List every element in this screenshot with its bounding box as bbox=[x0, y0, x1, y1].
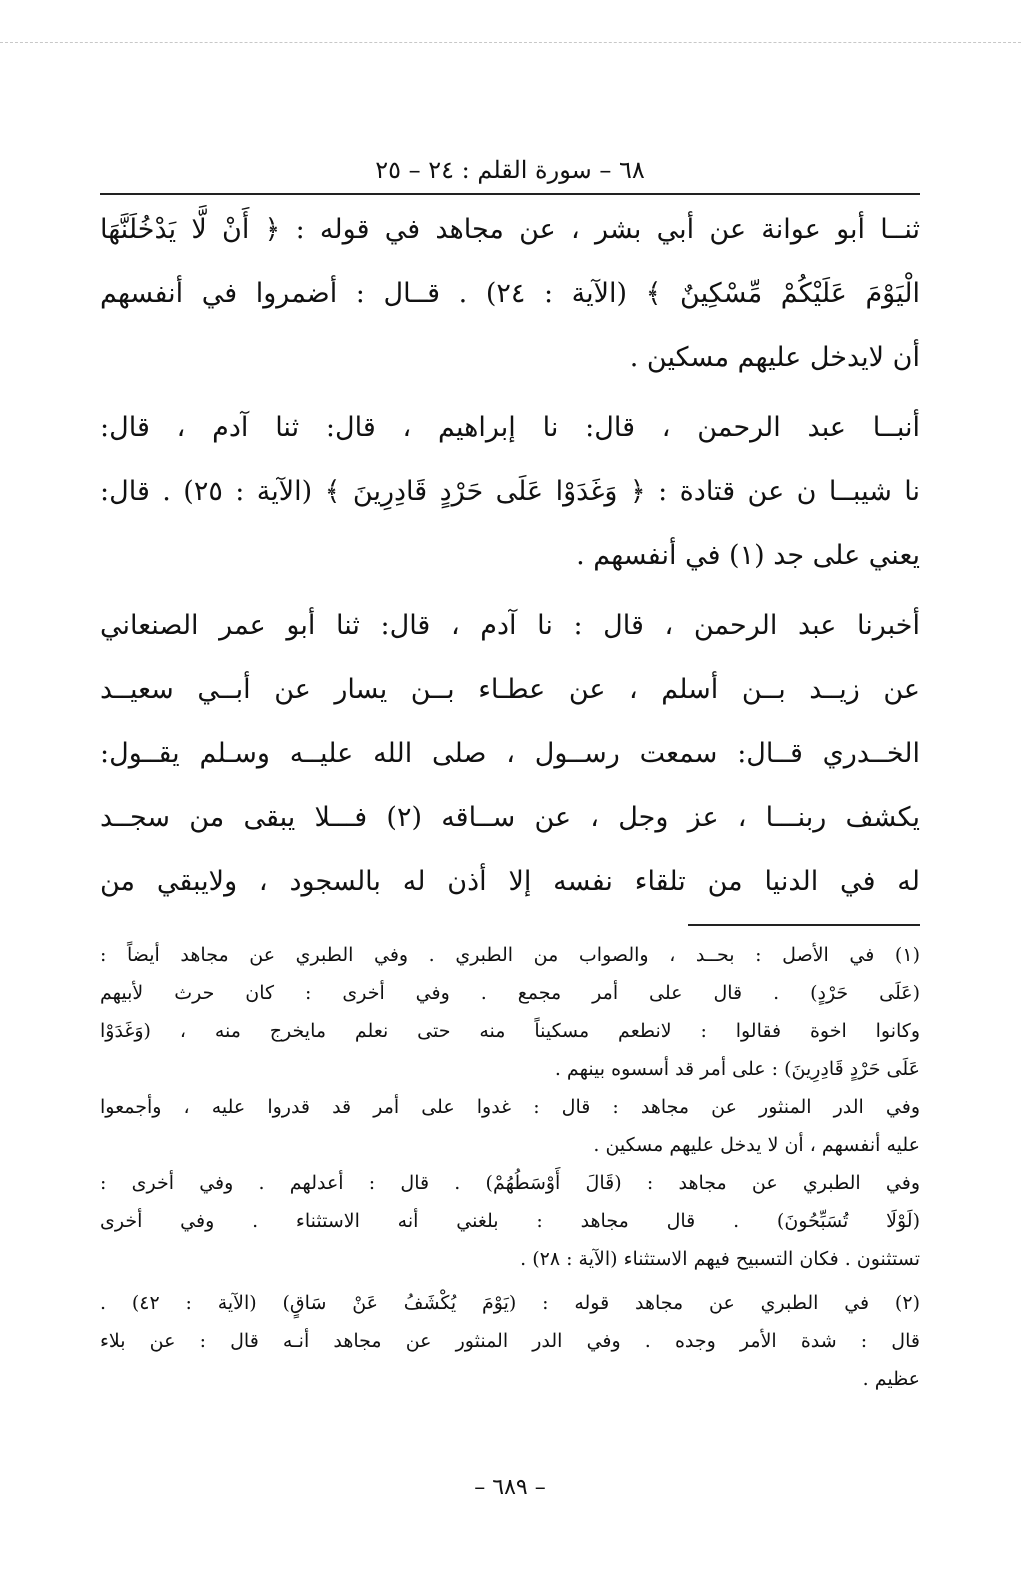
footnote-line: وفي الدر المنثور عن مجاهد : قال : غدوا على أمر قد قدروا عليه ، وأجمعوا bbox=[100, 1096, 920, 1118]
header-rule bbox=[100, 193, 920, 195]
body-line: ثنــا أبو عوانة عن أبي بشر ، عن مجاهد في قوله : ﴿ أَنْ لَّا يَدْخُلَنَّهَا bbox=[100, 214, 920, 245]
body-line: الخــدري قــال: سمعت رســول ، صلى الله عليــه وسـلم يقــول: bbox=[100, 738, 920, 769]
footnote-line: وكانوا اخوة فقالوا : لانطعم مسكيناً منه حتى نعلم مايخرج منه ، (وَغَدَوْا bbox=[100, 1020, 920, 1042]
body-line: يعني على جد (١) في أنفسهم . bbox=[576, 540, 920, 571]
footnote-line: عليه أنفسهم ، أن لا يدخل عليهم مسكين . bbox=[593, 1134, 920, 1156]
footnote-line: (١) في الأصل : بحــد ، والصواب من الطبري . وفي الطبري عن مجاهد أيضاً : bbox=[100, 944, 920, 966]
footnotes bbox=[100, 936, 920, 1398]
body-line: نا شيبــا ن عن قتادة : ﴿ وَغَدَوْا عَلَى حَرْدٍ قَادِرِينَ ﴾ (الآية : ٢٥) . قال: bbox=[100, 476, 920, 507]
body-line: أنبــا عبد الرحمن ، قال: نا إبراهيم ، قال: ثنا آدم ، قال: bbox=[100, 412, 920, 443]
scan-edge-line bbox=[0, 42, 1021, 43]
footnote-line: قال : شدة الأمر وجده . وفي الدر المنثور عن مجاهد أنـه قال : عن بلاء bbox=[100, 1330, 920, 1352]
running-header: ٦٨ – سورة القلم : ٢٤ – ٢٥ bbox=[375, 156, 645, 184]
footnote-line: تستثنون . فكان التسبيح فيهم الاستثناء (الآية : ٢٨) . bbox=[520, 1248, 920, 1270]
footnote-line: عظيم . bbox=[862, 1368, 920, 1390]
footnote-line: (عَلَى حَرْدٍ) . قال على أمر مجمع . وفي أخرى : كان حرث لأبيهم bbox=[100, 982, 920, 1004]
footnote-line: (٢) في الطبري عن مجاهد قوله : (يَوْمَ يُكْشَفُ عَنْ سَاقٍ) (الآية : ٤٢) . bbox=[100, 1292, 920, 1314]
body-line: أن لايدخل عليهم مسكين . bbox=[629, 342, 920, 373]
body-line: أخبرنا عبد الرحمن ، قال : نا آدم ، قال: ثنا أبو عمر الصنعاني bbox=[100, 610, 920, 641]
page-number: – ٦٨٩ – bbox=[474, 1475, 546, 1500]
body-line: يكشف ربنـــا ، عز وجل ، عن ســاقه (٢) فـــلا يبقى من سجــد bbox=[100, 802, 920, 833]
main-text bbox=[100, 198, 920, 914]
footnote-line: (لَوْلَا تُسَبِّحُونَ) . قال مجاهد : بلغني أنه الاستثناء . وفي أخرى bbox=[100, 1210, 920, 1232]
body-line: الْيَوْمَ عَلَيْكُمْ مِّسْكِينٌ ﴾ (الآية : ٢٤) . قــال : أضمروا في أنفسهم bbox=[100, 278, 920, 309]
footnote-line: عَلَى حَرْدٍ قَادِرِينَ) : على أمر قد أسسوه بينهم . bbox=[554, 1058, 920, 1080]
footnote-line: وفي الطبري عن مجاهد : (قَالَ أَوْسَطُهُمْ) . قال : أعدلهم . وفي أخرى : bbox=[100, 1172, 920, 1194]
body-line: عن زيــد بــن أسلم ، عن عطـاء بــن يسار عن أبــي سعيــد bbox=[100, 674, 920, 705]
body-line: له في الدنيا من تلقاء نفسه إلا أذن له بالسجود ، ولايبقي من bbox=[100, 866, 920, 897]
footnote-separator bbox=[688, 924, 920, 926]
